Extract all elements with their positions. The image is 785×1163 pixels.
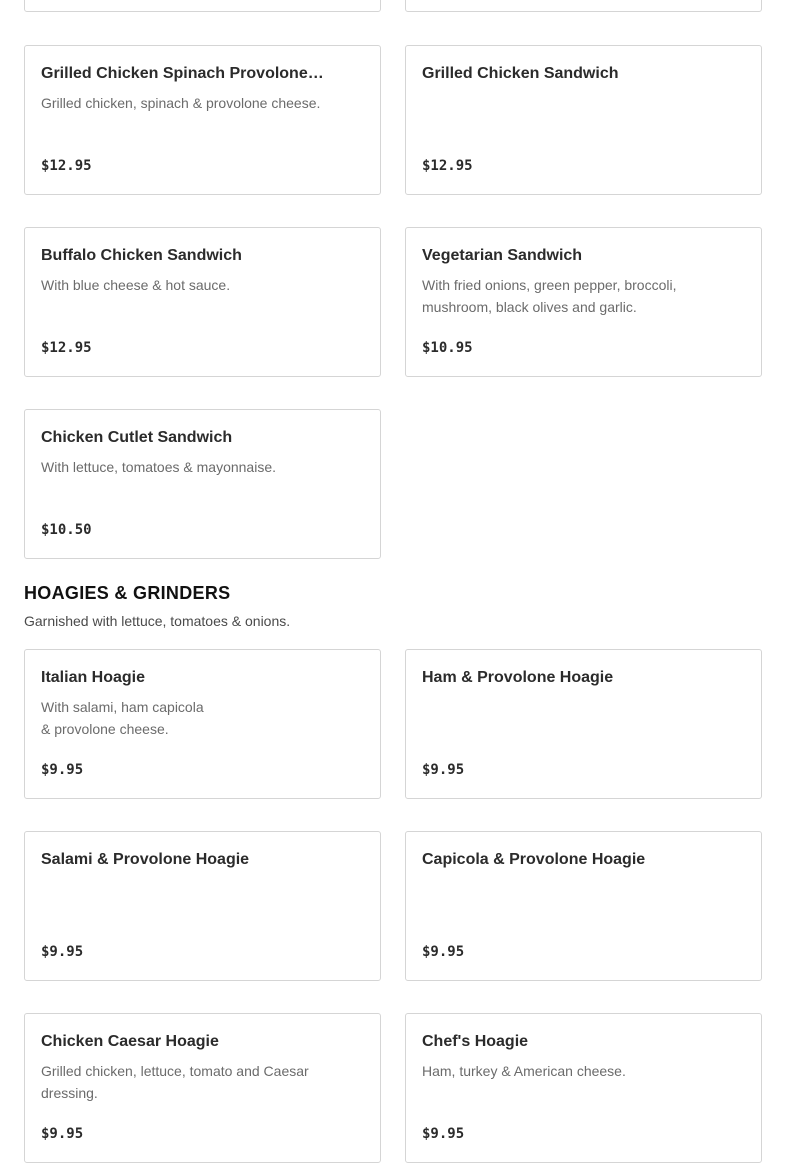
section-description: Garnished with lettuce, tomatoes & onions. — [24, 613, 291, 629]
menu-item-name: Chef's Hoagie — [422, 1033, 529, 1050]
menu-item-card[interactable] — [24, 1013, 381, 1163]
section-title: HOAGIES & GRINDERS — [24, 583, 231, 603]
menu-item-description: Grilled chicken, lettuce, tomato and Caesar dressing. — [41, 1063, 309, 1101]
menu-item-price: $9.95 — [41, 762, 84, 778]
menu-item-name: Chicken Cutlet Sandwich — [41, 429, 233, 446]
menu-item-card[interactable] — [405, 1013, 762, 1163]
menu-item-price: $9.95 — [41, 944, 84, 960]
menu-item-name: Salami & Provolone Hoagie — [41, 851, 250, 868]
menu-item-name: Ham & Provolone Hoagie — [422, 669, 614, 686]
menu-item-card[interactable] — [405, 0, 762, 12]
menu-item-name: Grilled Chicken Sandwich — [422, 65, 619, 82]
menu-item-name: Chicken Caesar Hoagie — [41, 1033, 219, 1050]
menu-item-description: Ham, turkey & American cheese. — [422, 1063, 626, 1079]
menu-item-price: $12.95 — [41, 158, 92, 174]
menu-item-name: Italian Hoagie — [41, 669, 146, 686]
menu-item-card[interactable] — [24, 0, 381, 12]
menu-item-price: $10.50 — [41, 522, 92, 538]
menu-item-price: $12.95 — [41, 340, 92, 356]
menu-item-card[interactable] — [405, 227, 762, 377]
menu-item-description: With lettuce, tomatoes & mayonnaise. — [41, 459, 276, 475]
menu-item-price: $9.95 — [422, 762, 465, 778]
menu-item-card[interactable] — [405, 45, 762, 195]
menu-item-price: $9.95 — [422, 1126, 465, 1142]
menu-item-card[interactable] — [24, 831, 381, 981]
menu-item-price: $9.95 — [41, 1126, 84, 1142]
menu-item-name: Vegetarian Sandwich — [422, 247, 583, 264]
menu-item-price: $10.95 — [422, 340, 473, 356]
menu-item-description: Grilled chicken, spinach & provolone cheese. — [41, 95, 321, 111]
menu-item-name: Grilled Chicken Spinach Provolone… — [41, 65, 324, 82]
menu-item-description: With salami, ham capicola & provolone cheese. — [41, 699, 204, 737]
menu-item-price: $12.95 — [422, 158, 473, 174]
menu-item-name: Capicola & Provolone Hoagie — [422, 851, 646, 868]
menu-item-card[interactable] — [24, 45, 381, 195]
menu-item-price: $9.95 — [422, 944, 465, 960]
menu-item-card[interactable] — [24, 409, 381, 559]
menu-item-card[interactable] — [24, 227, 381, 377]
menu-item-description: With blue cheese & hot sauce. — [41, 277, 231, 293]
menu-item-name: Buffalo Chicken Sandwich — [41, 247, 242, 264]
menu-item-card[interactable] — [405, 831, 762, 981]
menu-item-description: With fried onions, green pepper, broccoli, mushroom, black olives and garlic. — [422, 277, 677, 315]
menu-item-card[interactable] — [24, 649, 381, 799]
menu-item-card[interactable] — [405, 649, 762, 799]
